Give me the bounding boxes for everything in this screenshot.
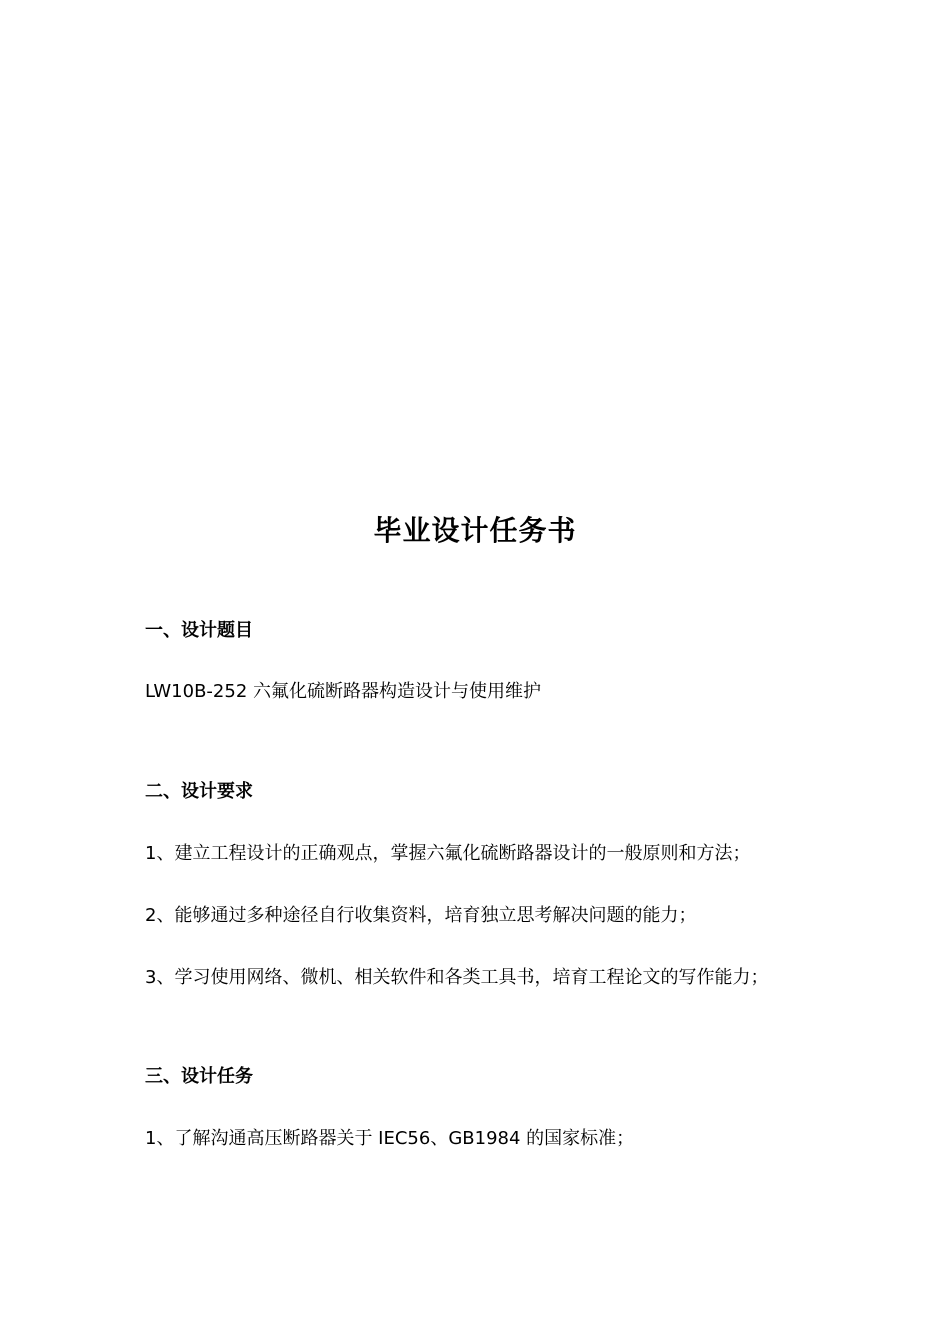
requirement-item-2: 2、能够通过多种途径自行收集资料，培育独立思考解决问题的能力； bbox=[145, 905, 697, 926]
requirement-item-3: 3、学习使用网络、微机、相关软件和各类工具书，培育工程论文的写作能力； bbox=[145, 967, 769, 988]
requirement-item-1: 1、建立工程设计的正确观点，掌握六氟化硫断路器设计的一般原则和方法； bbox=[145, 843, 751, 864]
task-item-1: 1、了解沟通高压断路器关于 IEC56、GB1984 的国家标准； bbox=[145, 1128, 635, 1149]
document-title: 毕业设计任务书 bbox=[373, 514, 577, 547]
design-topic-text: LW10B-252 六氟化硫断路器构造设计与使用维护 bbox=[145, 681, 541, 702]
section-heading-design-tasks: 三、设计任务 bbox=[145, 1066, 253, 1087]
section-heading-design-requirements: 二、设计要求 bbox=[145, 781, 253, 802]
section-heading-design-topic: 一、设计题目 bbox=[145, 620, 253, 641]
